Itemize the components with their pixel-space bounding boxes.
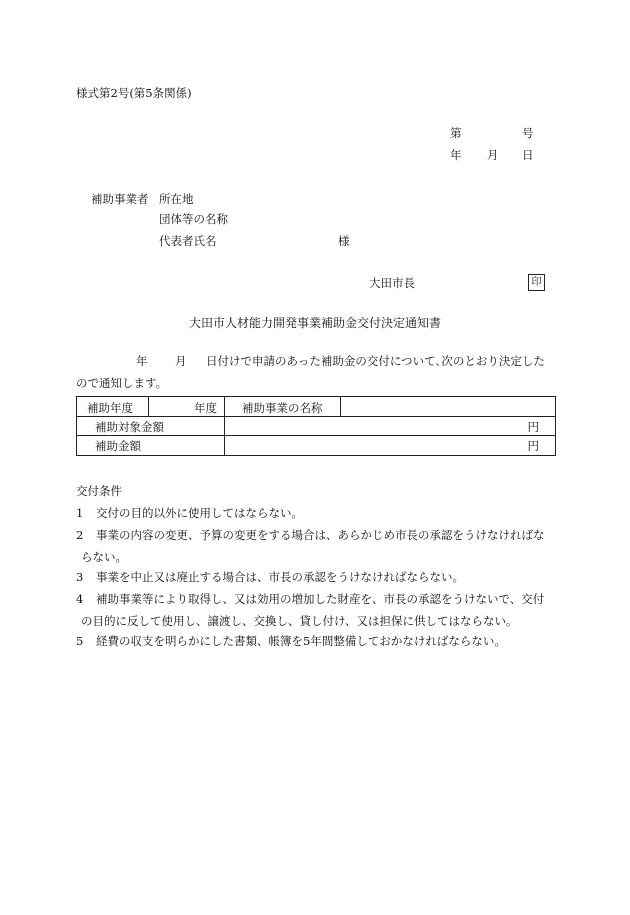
target-amount-currency: 円 — [527, 420, 539, 434]
target-amount-label: 補助対象金額 — [95, 420, 164, 434]
table-rule — [224, 397, 225, 455]
target-amount-label-cell — [77, 417, 224, 436]
condition-number: 2 — [76, 528, 84, 542]
form-number: 様式第2号(第5条関係) — [76, 86, 192, 100]
condition-number: 5 — [76, 634, 84, 648]
condition-text: 経費の収支を明らかにした書類、帳簿を5年間整備しておかなければならない。 — [96, 634, 506, 648]
grant-amount-label: 補助金額 — [95, 439, 141, 453]
table-row-target-amount — [77, 417, 555, 436]
document-number-prefix: 第 — [450, 126, 462, 140]
condition-number: 3 — [76, 570, 84, 584]
grant-amount-value-cell — [224, 436, 555, 455]
condition-text-continued: の目的に反して使用し、譲渡し、交換し、貸し付け、又は担保に供してはならない。 — [81, 614, 518, 628]
seal-mark: 印 — [528, 274, 545, 291]
table-rule — [77, 416, 555, 417]
table-row-grant-amount — [77, 436, 555, 455]
document-title: 大田市人材能力開発事業補助金交付決定通知書 — [188, 316, 441, 330]
condition-text: 事業を中止又は廃止する場合は、市長の承認をうけなければならない。 — [96, 570, 464, 584]
condition-text: 交付の目的以外に使用してはならない。 — [96, 506, 303, 520]
condition-text: 事業の内容の変更、予算の変更をする場合は、あらかじめ市長の承認をうけなければな — [96, 528, 545, 542]
condition-text-continued: らない。 — [81, 550, 127, 564]
body-year-label: 年 — [136, 354, 148, 368]
issuer-name: 大田市長 — [369, 276, 415, 290]
table-rule — [77, 435, 555, 436]
grantee-label: 補助事業者 — [91, 192, 149, 206]
project-name-label: 補助事業の名称 — [242, 401, 323, 415]
project-name-value-cell — [340, 397, 555, 417]
condition-number: 1 — [76, 506, 84, 520]
date-month-label: 月 — [487, 148, 499, 162]
condition-number: 4 — [76, 592, 84, 606]
fiscal-year-label-cell — [77, 397, 148, 417]
address-label: 所在地 — [159, 192, 194, 206]
condition-text: 補助事業等により取得し、又は効用の増加した財産を、市長の承認をうけないで、交付 — [96, 592, 545, 606]
body-text-line2: ので通知します。 — [76, 376, 168, 390]
date-day-label: 日 — [522, 148, 534, 162]
table-rule — [148, 397, 149, 416]
conditions-title: 交付条件 — [76, 484, 122, 498]
grant-details-table — [76, 396, 556, 456]
project-name-label-cell — [224, 397, 340, 417]
honorific: 様 — [338, 234, 350, 248]
representative-name-label: 代表者氏名 — [159, 234, 217, 248]
organization-name-label: 団体等の名称 — [159, 212, 228, 226]
document-number-suffix: 号 — [522, 126, 534, 140]
fiscal-year-unit: 年度 — [194, 401, 217, 415]
date-year-label: 年 — [450, 148, 462, 162]
grant-amount-currency: 円 — [527, 439, 539, 453]
fiscal-year-label: 補助年度 — [87, 401, 133, 415]
table-rule — [340, 397, 341, 416]
body-text-line1: 日付けで申請のあった補助金の交付について､次のとおり決定した — [206, 354, 545, 368]
grant-amount-label-cell — [77, 436, 224, 455]
fiscal-year-value-cell — [148, 397, 224, 417]
target-amount-value-cell — [224, 417, 555, 436]
body-month-label: 月 — [175, 354, 187, 368]
